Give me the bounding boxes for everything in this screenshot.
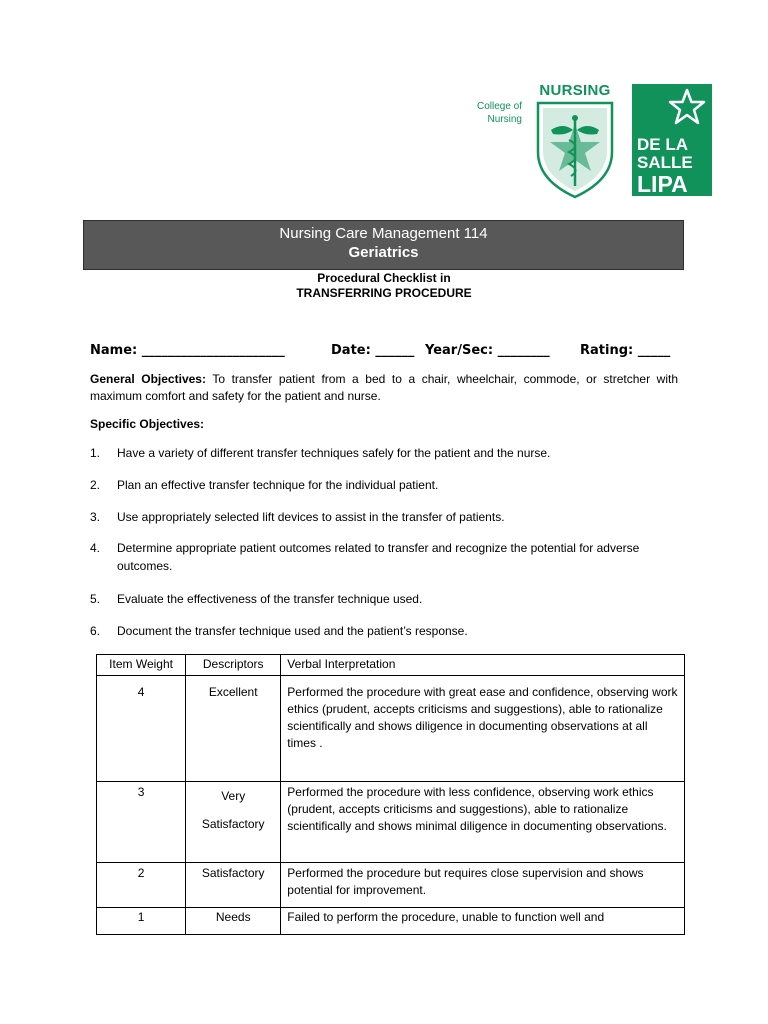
- college-line-1: College of: [476, 101, 522, 112]
- weight-cell: 1: [97, 908, 186, 935]
- item-text: Evaluate the effectiveness of the transfer technique used.: [117, 592, 423, 606]
- rating-field[interactable]: Rating: _____: [580, 343, 671, 358]
- header-item-weight: Item Weight: [97, 655, 186, 676]
- item-number: 6.: [90, 624, 101, 638]
- descriptor-cell: Satisfactory: [186, 863, 281, 908]
- date-field[interactable]: Date: ______: [331, 343, 415, 358]
- general-objectives-label: General Objectives:: [90, 372, 206, 386]
- specific-objectives-label: Specific Objectives:: [90, 417, 205, 431]
- table-row: [97, 908, 685, 935]
- course-subject: Geriatrics: [348, 244, 419, 261]
- course-title: Nursing Care Management 114: [279, 225, 488, 242]
- year-sec-field[interactable]: Year/Sec: ________: [425, 343, 550, 358]
- checklist-heading: [0, 271, 768, 301]
- table-row: [97, 863, 685, 908]
- dlsl-line-2: SALLE: [637, 153, 693, 172]
- table-header-row: [97, 655, 685, 676]
- general-objectives-text: To transfer patient from a bed to a chair, wheelchair, commode, or stretcher with maximum comfort and safety for the patient and nurse.: [90, 372, 679, 403]
- dlsl-line-1: DE LA: [637, 135, 688, 154]
- item-number: 1.: [90, 446, 101, 460]
- descriptor-cell: [186, 782, 281, 863]
- star-icon: [668, 88, 706, 128]
- course-title-bar: [83, 220, 684, 270]
- dlsl-wordmark: [637, 136, 693, 196]
- item-text: Determine appropriate patient outcomes related to transfer and recognize the potential for adverse outcomes.: [117, 541, 640, 573]
- interpretation-cell: Performed the procedure with less confidence, observing work ethics (prudent, accepts criticisms and suggestions), able to rationalize scientifically and shows minimal diligence in documenting observations.: [281, 782, 685, 863]
- weight-cell: 2: [97, 863, 186, 908]
- header-verbal-interpretation: Verbal Interpretation: [281, 655, 685, 676]
- nursing-shield-logo: [535, 100, 615, 200]
- general-objectives: [90, 371, 678, 405]
- descriptor-cell: Excellent: [186, 676, 281, 782]
- dlsl-line-3: LIPA: [637, 171, 688, 197]
- interpretation-cell: Failed to perform the procedure, unable to function well and: [281, 908, 685, 935]
- weight-cell: 3: [97, 782, 186, 863]
- item-number: 3.: [90, 510, 101, 524]
- college-line-2: Nursing: [487, 114, 522, 125]
- interpretation-cell: Performed the procedure but requires close supervision and shows potential for improvement.: [281, 863, 685, 908]
- header-descriptors: Descriptors: [186, 655, 281, 676]
- item-number: 5.: [90, 592, 101, 606]
- weight-cell: 4: [97, 676, 186, 782]
- interpretation-cell: Performed the procedure with great ease and confidence, observing work ethics (prudent, accepts criticisms and suggestions), able to rationalize scientifically and shows diligence in documenting observations at all times .: [281, 676, 685, 782]
- descriptor-line-2: Satisfactory: [201, 817, 265, 831]
- item-text: Document the transfer technique used and the patient’s response.: [117, 624, 468, 638]
- name-field[interactable]: Name: ______________________: [90, 343, 285, 358]
- item-text: Use appropriately selected lift devices to assist in the transfer of patients.: [117, 510, 505, 524]
- checklist-line-2: TRANSFERRING PROCEDURE: [296, 286, 472, 300]
- nursing-logo-text: NURSING: [539, 82, 611, 99]
- item-number: 4.: [90, 541, 101, 555]
- college-of-nursing-label: [452, 100, 522, 126]
- table-row: [97, 676, 685, 782]
- item-number: 2.: [90, 478, 101, 492]
- checklist-line-1: Procedural Checklist in: [317, 271, 451, 285]
- header-logos: [0, 82, 768, 202]
- rating-scale-table: [96, 654, 685, 935]
- item-text: Plan an effective transfer technique for the individual patient.: [117, 478, 439, 492]
- item-text: Have a variety of different transfer techniques safely for the patient and the nurse.: [117, 446, 551, 460]
- table-row: [97, 782, 685, 863]
- descriptor-cell: Needs: [186, 908, 281, 935]
- de-la-salle-lipa-logo: [632, 84, 712, 196]
- descriptor-line-1: Very: [221, 789, 246, 803]
